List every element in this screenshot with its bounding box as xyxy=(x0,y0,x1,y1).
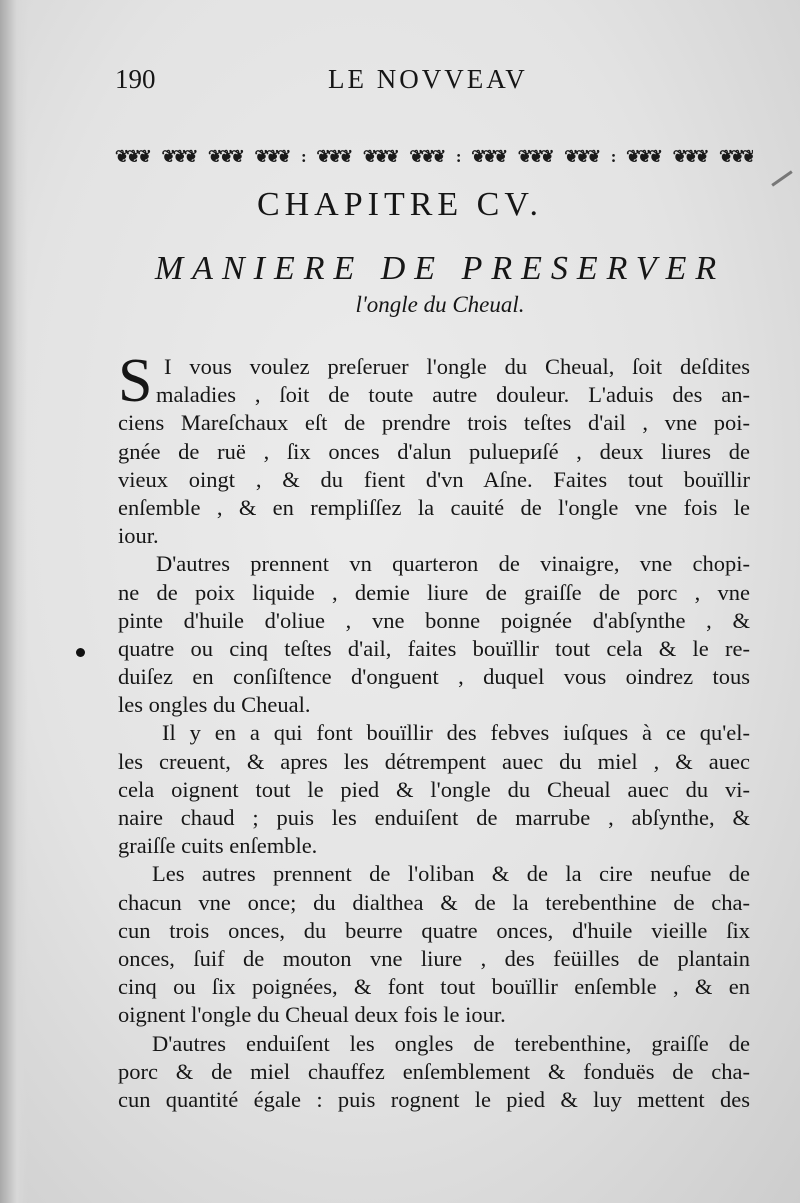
text-line: vieux oingt , & du fient d'vn Aſne. Faites tout bouïllir xyxy=(118,466,750,492)
ornament-band xyxy=(115,146,753,168)
ornament-separator: : xyxy=(300,147,304,166)
fleuron-icon: ❦❦❦ xyxy=(362,147,397,166)
fleuron-icon: ❦❦❦ xyxy=(517,147,552,166)
fleuron-icon: ❦❦❦ xyxy=(564,147,598,166)
ornament-separator: : xyxy=(610,147,614,166)
text-line: enſemble , & en rempliſſez la cauité de l'ongle vne fois le xyxy=(118,494,750,520)
text-line: chacun vne once; du dialthea & de la terebenthine de cha- xyxy=(118,889,750,915)
chapter-title: MANIERE DE PRESERVER xyxy=(154,250,726,287)
text-line: porc & de miel chauffez enſemblement & fonduës de cha- xyxy=(118,1058,750,1084)
drop-cap: S xyxy=(118,347,153,415)
fleuron-icon: ❦❦❦ xyxy=(471,147,505,166)
text-line: duiſez en conſiſtence d'onguent , duquel vous oindrez tous xyxy=(118,664,750,690)
text-line: naire chaud ; puis les enduiſent de marrube , abſynthe, & xyxy=(118,805,750,830)
fleuron-icon: ❦❦❦ xyxy=(254,147,289,166)
ornament-separator: : xyxy=(455,147,459,166)
text-line: cun quantité égale : puis rognent le pied & luy mettent des xyxy=(118,1086,750,1112)
text-line: Il y en a qui font bouïllir des febves iuſques à ce qu'el- xyxy=(162,720,750,746)
chapter-subtitle: l'ongle du Cheual. xyxy=(355,292,525,317)
text-line: cinq ou ſix poignées, & font tout bouïllir enſemble , & en xyxy=(118,974,750,1000)
edge-mark xyxy=(771,170,792,186)
running-title: LE NOVVEAV xyxy=(328,64,528,94)
fleuron-icon: ❦❦❦ xyxy=(115,147,149,166)
fleuron-icon: ❦❦❦ xyxy=(409,147,444,166)
text-line: oignent l'ongle du Cheual deux fois le iour. xyxy=(118,1002,506,1028)
body-text xyxy=(118,353,750,1114)
text-line: onces, ſuif de mouton vne liure , des feüilles de plantain xyxy=(118,945,750,971)
fleuron-icon: ❦❦❦ xyxy=(207,147,242,166)
text-line: cun trois onces, du beurre quatre onces, d'huile vieille ſix xyxy=(118,917,750,943)
text-line: maladies , ſoit de toute autre douleur. L'aduis des an- xyxy=(156,382,750,408)
text-line: I vous voulez preſeruer l'ongle du Cheual, ſoit deſdites xyxy=(164,354,750,379)
text-line: ciens Mareſchaux eſt de prendre trois teſtes d'ail , vne poi- xyxy=(118,410,750,436)
text-line: D'autres prennent vn quarteron de vinaigre, vne chopi- xyxy=(156,551,750,577)
text-line: ne de poix liquide , demie liure de graiſſe de porc , vne xyxy=(118,579,750,605)
text-line: quatre ou cinq teſtes d'ail, faites bouïllir tout cela & le re- xyxy=(118,635,750,661)
text-line: pinte d'huile d'oliue , vne bonne poignée d'abſynthe , & xyxy=(118,607,750,633)
chapter-heading: CHAPITRE CV. xyxy=(256,186,544,223)
text-line: D'autres enduiſent les ongles de terebenthine, graiſſe de xyxy=(152,1030,750,1056)
page-header xyxy=(115,64,775,104)
text-line: les ongles du Cheual. xyxy=(118,692,311,718)
text-line: les creuent, & apres les détrempent auec du miel , & auec xyxy=(118,748,750,774)
page-number: 190 xyxy=(115,64,156,94)
fleuron-icon: ❦❦❦ xyxy=(626,147,660,166)
margin-mark xyxy=(76,648,85,657)
fleuron-icon: ❦❦❦ xyxy=(316,147,351,166)
fleuron-icon: ❦❦❦ xyxy=(672,147,707,166)
fleuron-icon: ❦❦❦ xyxy=(719,147,753,166)
text-line: gnée de ruë , ſix onces d'alun puluериſé , deux liures de xyxy=(118,438,750,464)
text-line: cela oignent tout le pied & l'ongle du Cheual auec du vi- xyxy=(118,776,750,802)
text-line: iour. xyxy=(118,523,159,549)
page-gutter-shadow xyxy=(0,0,28,1203)
text-line: Les autres prennent de l'oliban & de la cire neufue de xyxy=(152,861,750,887)
text-line: graiſſe cuits enſemble. xyxy=(118,833,318,859)
fleuron-icon: ❦❦❦ xyxy=(161,147,196,166)
